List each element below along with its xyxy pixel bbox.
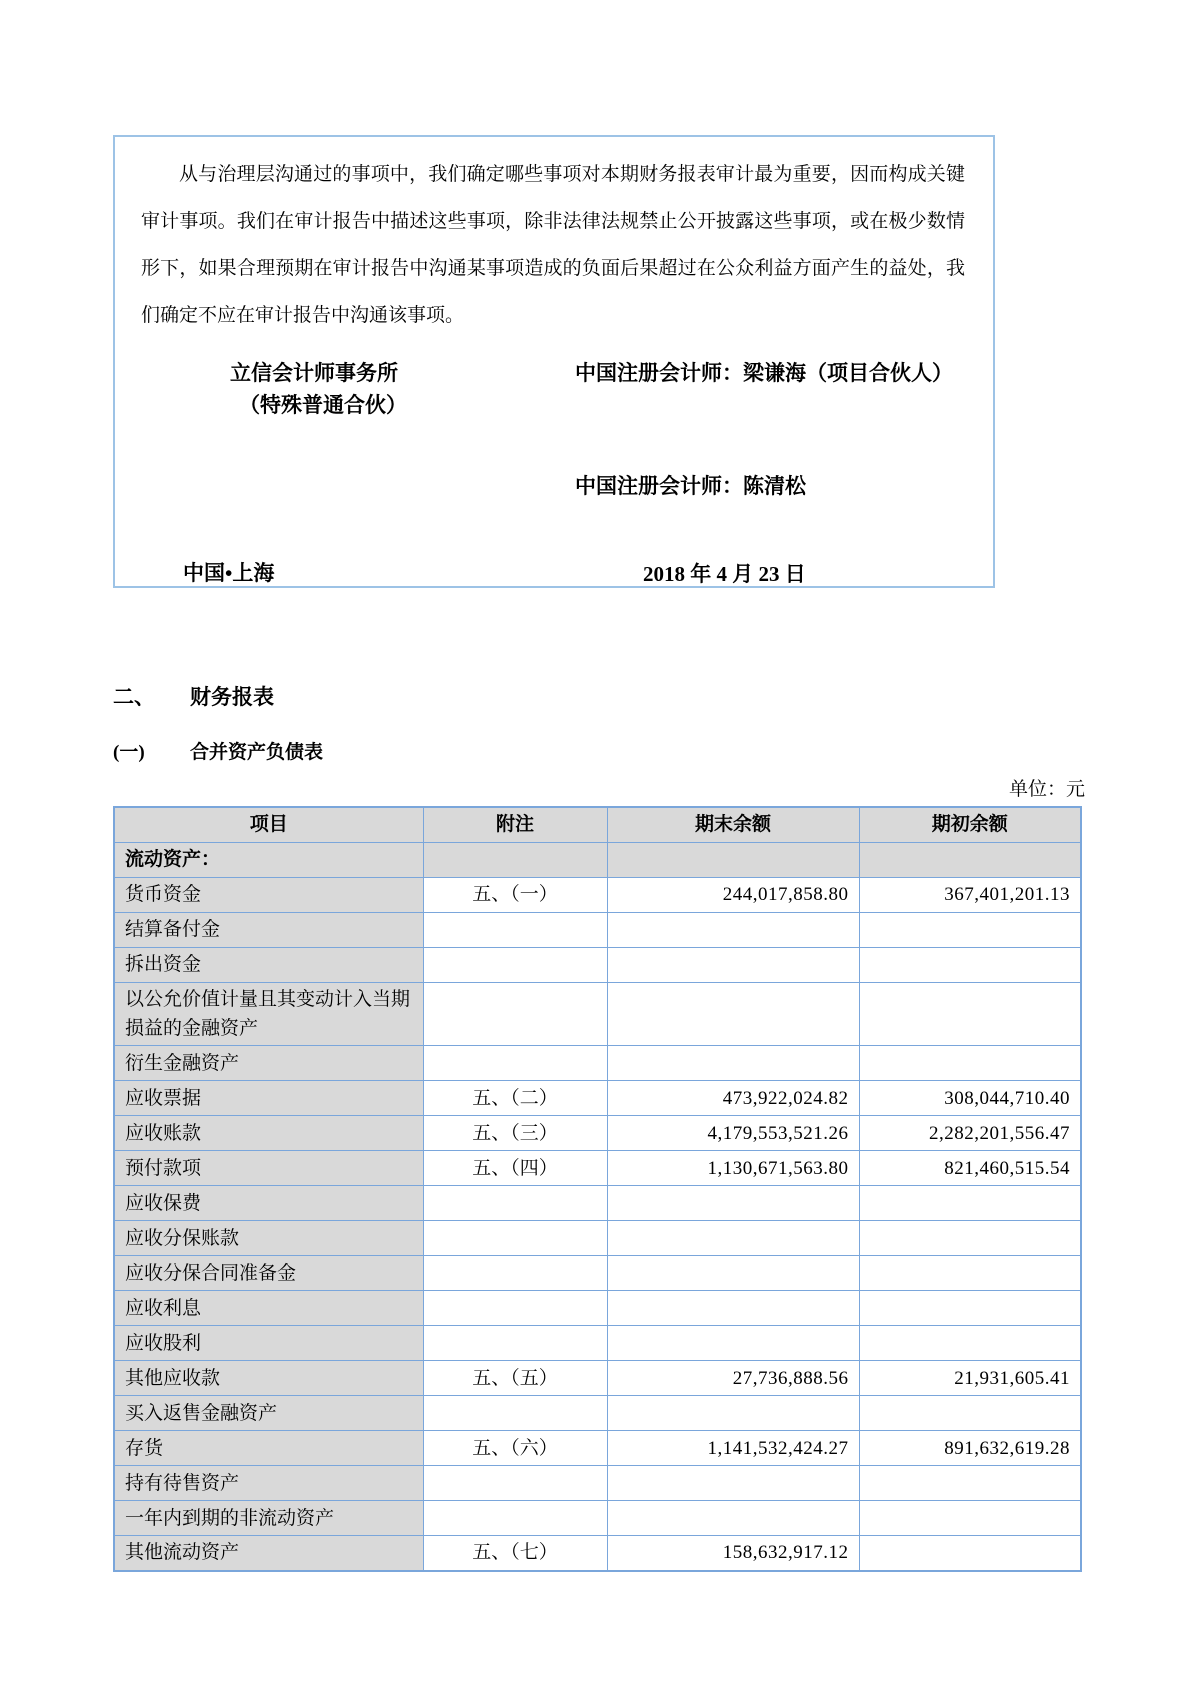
header-note: 附注: [423, 807, 607, 842]
table-row: [114, 1081, 1081, 1116]
table-row: [114, 1536, 1081, 1571]
cell-item: 其他流动资产: [114, 1536, 423, 1571]
audit-paragraph: 从与治理层沟通过的事项中，我们确定哪些事项对本期财务报表审计最为重要，因而构成关键审计事项。我们在审计报告中描述这些事项，除非法律法规禁止公开披露这些事项，或在极少数情形下，如果合理预期在审计报告中沟通某事项造成的负面后果超过在公众利益方面产生的益处，我们确定不应在审计报告中沟通该事项。: [141, 164, 965, 326]
cell-note: [423, 1466, 607, 1501]
cell-item: 结算备付金: [114, 912, 423, 947]
table-row: [114, 1396, 1081, 1431]
cell-item: 存货: [114, 1431, 423, 1466]
cell-note: 五、（六）: [423, 1431, 607, 1466]
cell-item: 应收分保账款: [114, 1221, 423, 1256]
cell-beginning: [859, 842, 1081, 877]
cell-item: 应收分保合同准备金: [114, 1256, 423, 1291]
cpa-signature-1: 中国注册会计师：梁谦海（项目合伙人）: [575, 361, 953, 385]
cell-item: 衍生金融资产: [114, 1046, 423, 1081]
report-location: 中国•上海: [183, 561, 275, 585]
report-date: 2018 年 4 月 23 日: [643, 562, 806, 586]
table-row: [114, 877, 1081, 912]
cell-ending: 244,017,858.80: [607, 877, 859, 912]
cell-beginning: 21,931,605.41: [859, 1361, 1081, 1396]
cell-ending: [607, 1326, 859, 1361]
cell-beginning: 367,401,201.13: [859, 877, 1081, 912]
cell-note: 五、（三）: [423, 1116, 607, 1151]
table-row: [114, 912, 1081, 947]
cell-note: 五、（四）: [423, 1151, 607, 1186]
section-title: 财务报表: [190, 685, 274, 709]
subsection-number: (一): [113, 742, 145, 763]
cell-beginning: [859, 1221, 1081, 1256]
table-row: [114, 1256, 1081, 1291]
table-row: [114, 1151, 1081, 1186]
table-row: [114, 1186, 1081, 1221]
cell-note: [423, 1221, 607, 1256]
header-item: 项目: [114, 807, 423, 842]
cell-ending: [607, 1466, 859, 1501]
cell-note: [423, 1046, 607, 1081]
cell-note: [423, 842, 607, 877]
cell-note: [423, 1501, 607, 1536]
table-row: [114, 1291, 1081, 1326]
cell-beginning: [859, 1291, 1081, 1326]
cell-ending: [607, 1046, 859, 1081]
table-header-row: [114, 807, 1081, 842]
cell-beginning: [859, 1536, 1081, 1571]
table-row: [114, 1221, 1081, 1256]
cell-ending: 1,141,532,424.27: [607, 1431, 859, 1466]
cell-item: 买入返售金融资产: [114, 1396, 423, 1431]
cell-ending: [607, 1256, 859, 1291]
cell-note: 五、（二）: [423, 1081, 607, 1116]
cell-beginning: [859, 1186, 1081, 1221]
cell-item: 流动资产：: [114, 842, 423, 877]
header-beginning-balance: 期初余额: [859, 807, 1081, 842]
cell-item: 应收票据: [114, 1081, 423, 1116]
subsection-title: 合并资产负债表: [190, 742, 324, 763]
cell-ending: 158,632,917.12: [607, 1536, 859, 1571]
cell-beginning: [859, 1326, 1081, 1361]
cell-note: [423, 982, 607, 1046]
table-row: [114, 1326, 1081, 1361]
table-row: [114, 1501, 1081, 1536]
unit-label: 单位：元: [1008, 779, 1085, 800]
cell-ending: 4,179,553,521.26: [607, 1116, 859, 1151]
cell-ending: 27,736,888.56: [607, 1361, 859, 1396]
cell-ending: [607, 1396, 859, 1431]
cell-note: [423, 1326, 607, 1361]
cell-note: [423, 1291, 607, 1326]
table-row: [114, 842, 1081, 877]
balance-sheet-table: [113, 806, 1082, 1572]
cell-note: [423, 1186, 607, 1221]
cell-beginning: [859, 982, 1081, 1046]
cell-beginning: [859, 1466, 1081, 1501]
cell-item: 持有待售资产: [114, 1466, 423, 1501]
cell-note: [423, 1396, 607, 1431]
section-heading: [113, 681, 274, 711]
cell-ending: [607, 982, 859, 1046]
cell-ending: 473,922,024.82: [607, 1081, 859, 1116]
table-row: [114, 982, 1081, 1046]
cell-ending: [607, 842, 859, 877]
cell-beginning: [859, 912, 1081, 947]
table-row: [114, 1466, 1081, 1501]
cell-beginning: 891,632,619.28: [859, 1431, 1081, 1466]
cell-ending: 1,130,671,563.80: [607, 1151, 859, 1186]
cell-ending: [607, 1221, 859, 1256]
cell-beginning: [859, 1396, 1081, 1431]
balance-sheet-body: [114, 842, 1081, 1571]
cell-item: 以公允价值计量且其变动计入当期损益的金融资产: [114, 982, 423, 1046]
cell-ending: [607, 912, 859, 947]
table-row: [114, 1431, 1081, 1466]
subsection-heading: [113, 737, 323, 764]
cell-beginning: [859, 1256, 1081, 1291]
cell-item: 预付款项: [114, 1151, 423, 1186]
cell-note: 五、（七）: [423, 1536, 607, 1571]
cell-item: 应收保费: [114, 1186, 423, 1221]
cpa-signature-2: 中国注册会计师：陈清松: [575, 474, 806, 498]
cell-item: 应收账款: [114, 1116, 423, 1151]
header-ending-balance: 期末余额: [607, 807, 859, 842]
cell-note: [423, 947, 607, 982]
cell-item: 其他应收款: [114, 1361, 423, 1396]
table-row: [114, 1361, 1081, 1396]
cell-item: 一年内到期的非流动资产: [114, 1501, 423, 1536]
cell-item: 应收利息: [114, 1291, 423, 1326]
cell-beginning: 308,044,710.40: [859, 1081, 1081, 1116]
cell-ending: [607, 1501, 859, 1536]
cell-beginning: [859, 1501, 1081, 1536]
cell-note: 五、（一）: [423, 877, 607, 912]
accounting-firm-type: （特殊普通合伙）: [239, 393, 407, 417]
cell-note: [423, 1256, 607, 1291]
accounting-firm-name: 立信会计师事务所: [230, 361, 398, 385]
cell-ending: [607, 947, 859, 982]
table-row: [114, 1046, 1081, 1081]
audit-signature-box: [113, 135, 995, 588]
cell-note: [423, 912, 607, 947]
cell-beginning: [859, 947, 1081, 982]
cell-item: 货币资金: [114, 877, 423, 912]
table-row: [114, 1116, 1081, 1151]
cell-item: 应收股利: [114, 1326, 423, 1361]
cell-ending: [607, 1291, 859, 1326]
cell-note: 五、（五）: [423, 1361, 607, 1396]
cell-beginning: [859, 1046, 1081, 1081]
cell-item: 拆出资金: [114, 947, 423, 982]
cell-beginning: 2,282,201,556.47: [859, 1116, 1081, 1151]
cell-beginning: 821,460,515.54: [859, 1151, 1081, 1186]
section-number: 二、: [113, 685, 155, 709]
table-row: [114, 947, 1081, 982]
cell-ending: [607, 1186, 859, 1221]
